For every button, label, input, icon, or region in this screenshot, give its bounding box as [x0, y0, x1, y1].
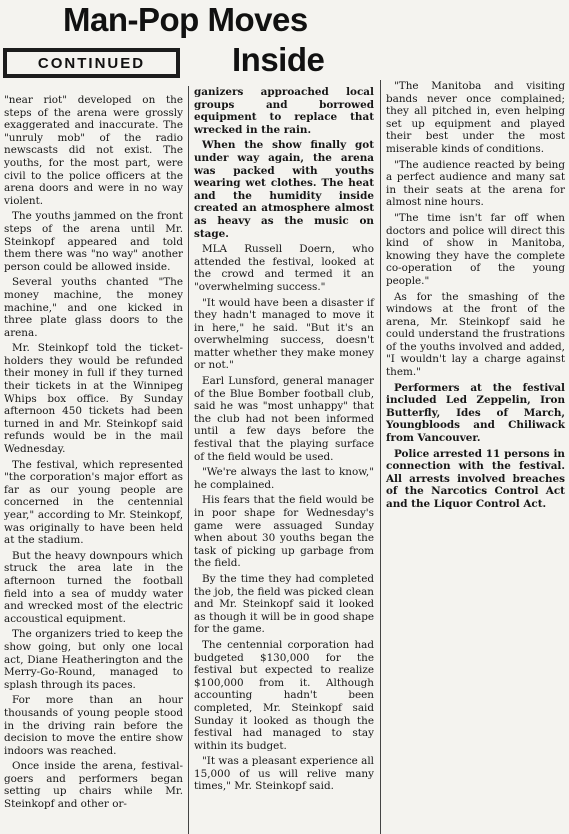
paragraph: "We're always the last to know," he complained.: [194, 466, 374, 491]
paragraph: "The Manitoba and visiting bands never once complained; they all pitched in, even helping set up equipment and played their best under the most miserable kinds of conditions.: [386, 80, 565, 155]
paragraph: The centennial corporation had budgeted $130,000 for the festival but expected to realize $100,000 from it. Although accounting hadn't been completed, Mr. Steinkopf said Sunday it looked as though the festival had managed to stay within its budget.: [194, 638, 374, 752]
column-rule-1: [188, 86, 189, 834]
paragraph: By the time they had completed the job, the field was picked clean and Mr. Steinkopf said it looked as though it will be in good shape for the game.: [194, 572, 374, 636]
paragraph: "The time isn't far off when doctors and police will direct this kind of show in Manitoba, knowing they have the complete co-operation of the young people.": [386, 211, 565, 287]
paragraph: Mr. Steinkopf told the ticket-holders they would be refunded their money in full if they turned their tickets in at the Winnipeg Whips box office. By Sunday afternoon 450 tickets had been turned in and Mr. Steinkopf said refunds would be in the mail Wednesday.: [4, 342, 183, 456]
paragraph: The youths jammed on the front steps of the arena until Mr. Steinkopf appeared and told them there was "no way" another person could be allowed inside.: [4, 210, 183, 273]
article-column-2: [194, 86, 374, 834]
paragraph: Earl Lunsford, general manager of the Blue Bomber football club, said he was "most unhappy" that the club had not been informed until a few days before the festival that the playing surface of the field would be used.: [194, 375, 374, 463]
paragraph: For more than an hour thousands of young people stood in the driving rain before the decision to move the entire show indoors was reached.: [4, 694, 183, 757]
column-rule-2: [380, 80, 381, 834]
paragraph: But the heavy downpours which struck the area late in the afternoon turned the football field into a sea of muddy water and wrecked most of the electric accoustical equipment.: [4, 549, 183, 625]
paragraph: Once inside the arena, festival-goers and performers began setting up chairs while Mr. Steinkopf and other or-: [4, 760, 183, 811]
paragraph: Several youths chanted "The money machine, the money machine," and one kicked in three plate glass doors to the arena.: [4, 276, 183, 339]
headline-line-2: Inside: [232, 41, 325, 78]
paragraph: ganizers approached local groups and borrowed equipment to replace that wrecked in the rain.: [194, 86, 374, 136]
continued-label: CONTINUED: [7, 52, 176, 74]
paragraph: Performers at the festival included Led Zeppelin, Iron Butterfly, Ides of March, Youngbloods and Chiliwack from Vancouver.: [386, 381, 565, 445]
paragraph: MLA Russell Doern, who attended the festival, looked at the crowd and termed it an "overwhelming success.": [194, 243, 374, 293]
paragraph: "near riot" developed on the steps of the arena were grossly exaggerated and inaccurate. The "unruly mob" of the radio newscasts did not exist. The youths, for the most part, were civil to the police officers at the arena doors and were in no way violent.: [4, 94, 183, 207]
article-column-3: [386, 80, 565, 510]
paragraph: The organizers tried to keep the show going, but only one local act, Diane Heatherington and the Merry-Go-Round, managed to splash through its paces.: [4, 628, 183, 691]
paragraph: The festival, which represented "the corporation's major effort as far as our young people are concerned in the centennial year," according to Mr. Steinkopf, was originally to have been held at the stadium.: [4, 458, 183, 547]
paragraph: Police arrested 11 persons in connection with the festival. All arrests involved breaches of the Narcotics Control Act and the Liquor Control Act.: [386, 447, 565, 510]
paragraph: "It was a pleasant experience all 15,000 of us will relive many times," Mr. Steinkopf said.: [194, 755, 374, 793]
article-column-1: [4, 94, 183, 834]
paragraph: His fears that the field would be in poor shape for Wednesday's game were assuaged Sunday when about 30 youths began the task of picking up garbage from the field.: [194, 494, 374, 570]
headline-line-1: Man-Pop Moves: [63, 1, 308, 38]
paragraph: When the show finally got under way again, the arena was packed with youths wearing wet clothes. The heat and the humidity inside created an atmosphere almost as heavy as the music on stage.: [194, 139, 374, 240]
continued-badge: [3, 48, 180, 78]
paragraph: "The audience reacted by being a perfect audience and many sat in their seats at the arena for almost nine hours.: [386, 158, 565, 209]
paragraph: As for the smashing of the windows at the front of the arena, Mr. Steinkopf said he could understand the frustrations of the youths involved and added, "I wouldn't lay a charge against them.": [386, 290, 565, 379]
paragraph: "It would have been a disaster if they hadn't managed to move it in here," he said. "But it's an overwhelming success, doesn't matter whether they make money or not.": [194, 296, 374, 372]
